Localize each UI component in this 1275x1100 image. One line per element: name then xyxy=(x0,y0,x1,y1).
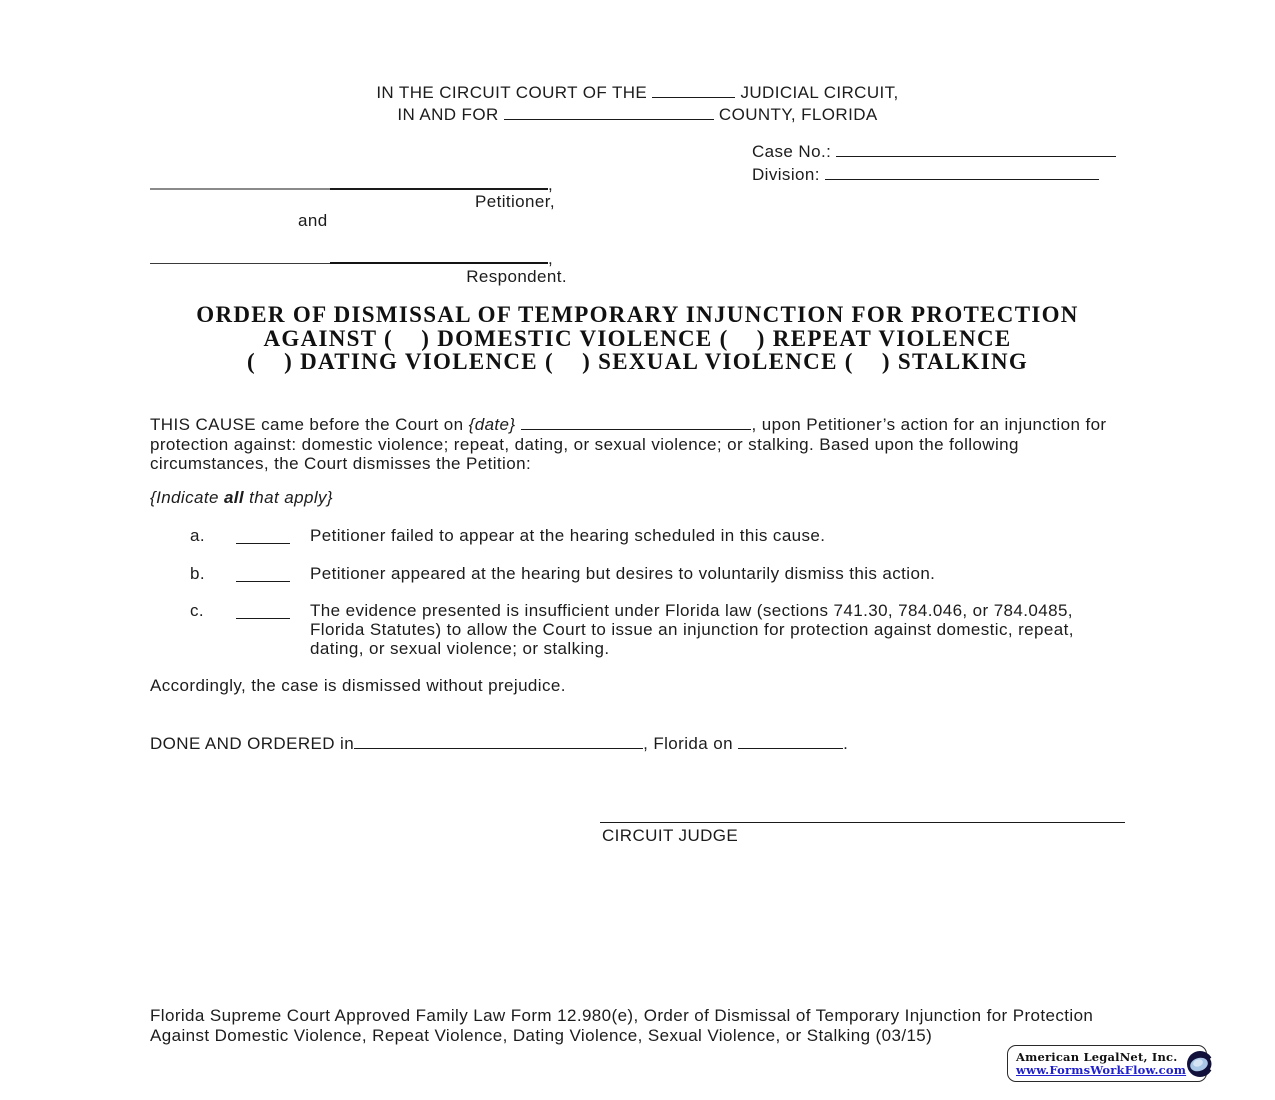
division-row xyxy=(752,162,1116,185)
item-a-blank xyxy=(236,527,290,544)
division-blank xyxy=(825,162,1099,180)
legalnet-badge-text xyxy=(1016,1051,1186,1077)
item-c-text: The evidence presented is insufficient under Florida law (sections 741.30, 784.046, or 784.0485, Florida Statutes) to allow the Court to issue an injunction for protection against domestic, repeat, dating, or sexual violence; or stalking. xyxy=(310,601,1074,658)
cause-text-after: , upon Petitioner’s action for an injunction for protection against: domestic violence; repeat, dating, or sexual violence; or stalking. Based upon the following circumstances, the Court dismisses the Petition: xyxy=(150,415,1112,473)
petitioner-name-blank xyxy=(150,170,330,190)
respondent-line-comma: , xyxy=(548,249,554,268)
and-label: and xyxy=(298,211,328,230)
case-division-block xyxy=(752,139,1116,184)
judicial-circuit-blank xyxy=(652,80,735,98)
circuit-judge-label: CIRCUIT JUDGE xyxy=(602,826,739,845)
body-paragraph xyxy=(150,412,1130,474)
county-blank xyxy=(504,102,714,120)
petitioner-line-comma: , xyxy=(548,175,554,194)
item-c-label: c. xyxy=(190,601,205,620)
item-b-label: b. xyxy=(190,564,205,583)
legalnet-badge xyxy=(1007,1045,1207,1082)
court-header-line2: IN AND FOR COUNTY, FLORIDA xyxy=(0,102,1275,124)
ordered-date-blank xyxy=(738,731,843,749)
date-blank xyxy=(521,412,751,430)
formsworkflow-link[interactable]: www.FormsWorkFlow.com xyxy=(1016,1062,1187,1077)
city-blank xyxy=(354,731,643,749)
item-a-label: a. xyxy=(190,526,205,545)
done-and-ordered-line: DONE AND ORDERED in , Florida on . xyxy=(150,731,848,754)
indicate-instruction: {Indicate all that apply} xyxy=(150,488,333,507)
title-line1: ORDER OF DISMISSAL OF TEMPORARY INJUNCTION FOR PROTECTION xyxy=(196,302,1079,327)
item-c-blank xyxy=(236,602,290,619)
checklist-item-a xyxy=(190,526,1110,546)
respondent-label: Respondent. xyxy=(466,267,567,286)
respondent-name-line xyxy=(150,244,553,269)
form-footer-note: Florida Supreme Court Approved Family Law Form 12.980(e), Order of Dismissal of Temporary Injunction for Protection Against Domestic Violence, Repeat Violence, Dating Violence, Sexual Violence, or Stalking (03/15) xyxy=(150,1006,1094,1045)
item-b-text: Petitioner appeared at the hearing but desires to voluntarily dismiss this action. xyxy=(310,564,936,583)
cause-text-before: THIS CAUSE came before the Court on xyxy=(150,415,469,434)
accordingly-text: Accordingly, the case is dismissed without prejudice. xyxy=(150,676,566,695)
done-text: DONE AND ORDERED in xyxy=(150,734,355,753)
respondent-name-blank xyxy=(150,245,330,264)
court-header-line1: IN THE CIRCUIT COURT OF THE JUDICIAL CIRCUIT, xyxy=(0,80,1275,102)
court-header xyxy=(0,80,1275,124)
petitioner-label: Petitioner, xyxy=(474,192,555,211)
item-a-text: Petitioner failed to appear at the hearing scheduled in this cause. xyxy=(310,526,826,545)
item-b-blank xyxy=(236,565,290,582)
date-placeholder: {date} xyxy=(468,415,516,434)
indicate-all-bold: all xyxy=(223,488,245,507)
title-line3: ( ) DATING VIOLENCE ( ) SEXUAL VIOLENCE ( ) STALKING xyxy=(246,349,1029,374)
legalnet-company-name: American LegalNet, Inc. xyxy=(1016,1049,1178,1064)
case-no-blank xyxy=(836,139,1116,157)
division-label: Division: xyxy=(752,164,820,184)
title-line2: AGAINST ( ) DOMESTIC VIOLENCE ( ) REPEAT VIOLENCE xyxy=(263,325,1012,351)
checklist-item-b xyxy=(190,564,1110,584)
case-no-label: Case No.: xyxy=(752,142,832,161)
globe-logo-icon xyxy=(1186,1050,1214,1078)
document-title xyxy=(85,303,1190,374)
judge-signature-line xyxy=(600,800,1125,823)
checklist-item-c xyxy=(190,601,1110,658)
case-no-row xyxy=(752,139,1116,162)
